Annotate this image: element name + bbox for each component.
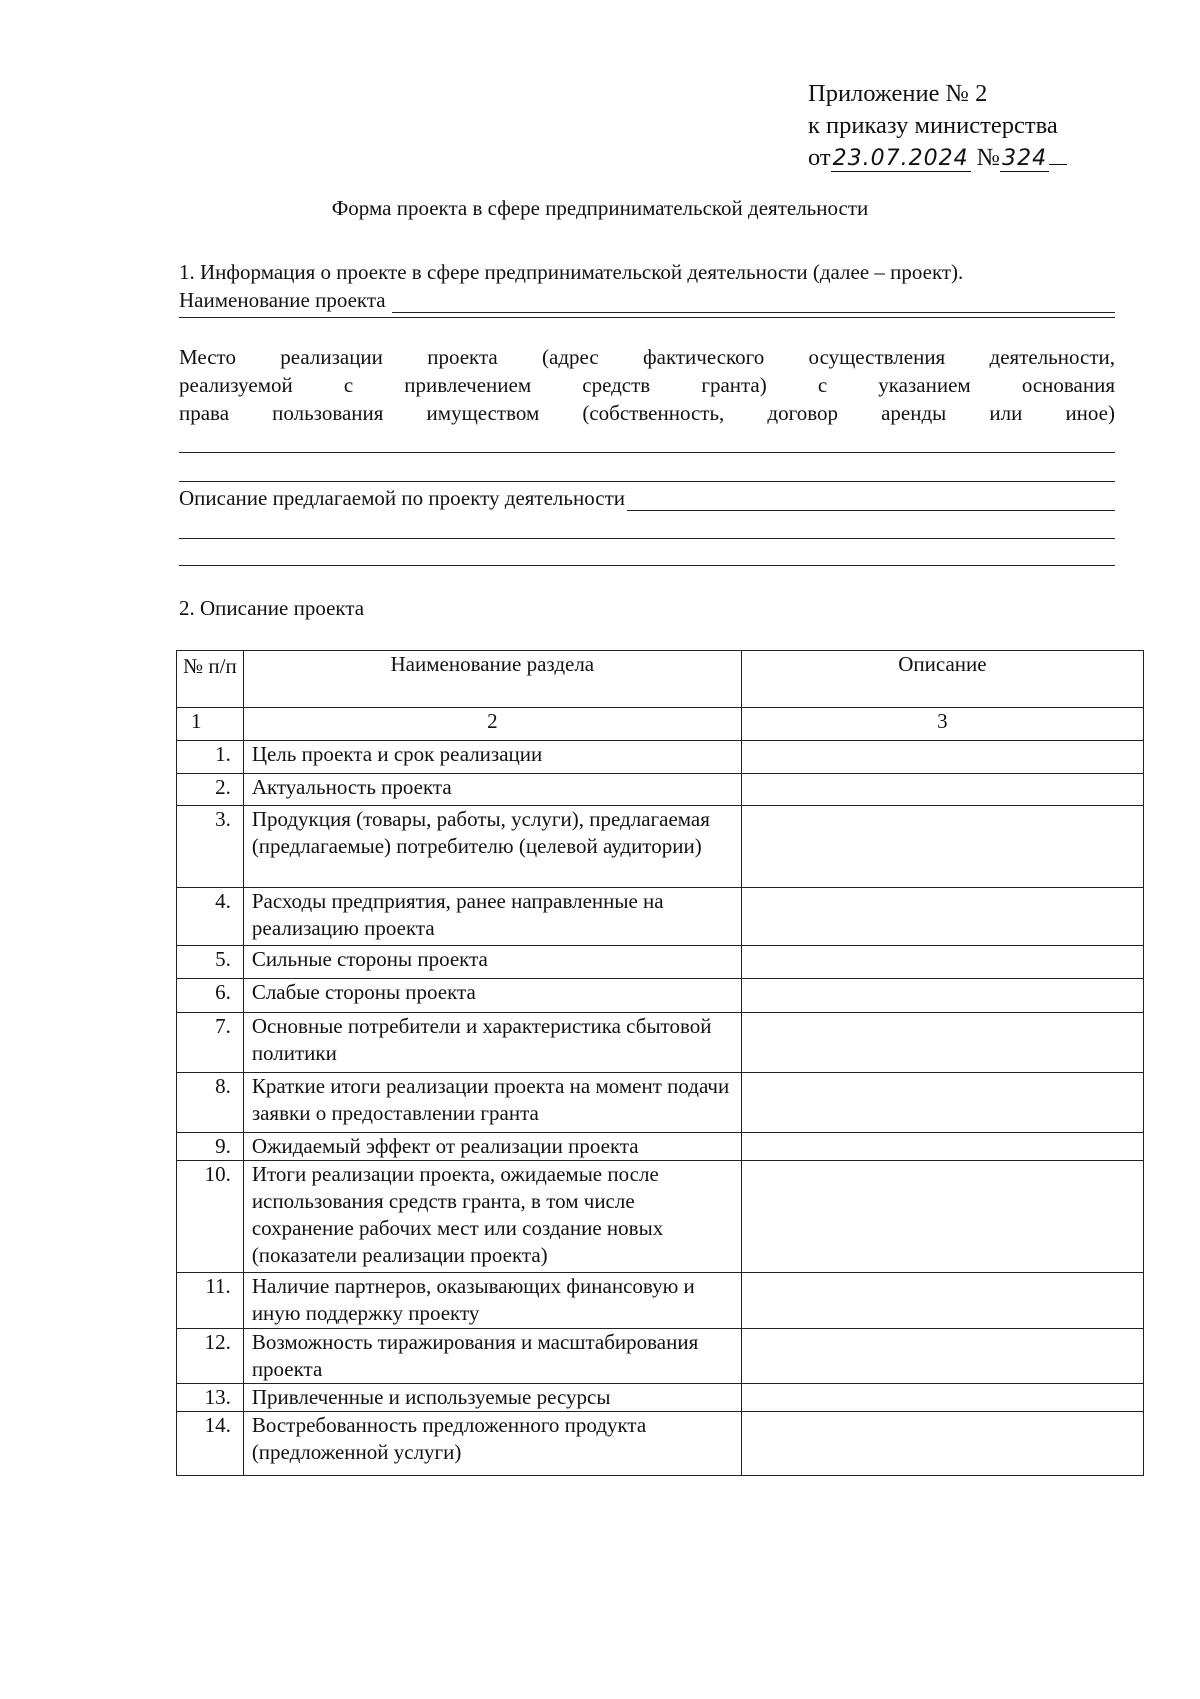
- row-description-cell[interactable]: [741, 946, 1143, 979]
- activity-description-blank[interactable]: [627, 490, 1115, 511]
- header-number: № п/п: [177, 651, 244, 708]
- number-prefix: №: [976, 144, 1001, 171]
- row-number: 12.: [177, 1329, 244, 1384]
- row-section-name: Наличие партнеров, оказывающих финансовую и иную поддержку проекту: [243, 1273, 741, 1329]
- handwritten-date: 23.07.2024: [832, 146, 969, 171]
- table-row: [177, 888, 1144, 946]
- order-reference: к приказу министерства: [808, 112, 1058, 139]
- row-description-cell[interactable]: [741, 1273, 1143, 1329]
- handwritten-number: 324: [1002, 146, 1048, 171]
- table-header-row: [177, 651, 1144, 708]
- place-line-1: Место реализации проекта (адрес фактического осуществления деятельности,: [179, 345, 1115, 369]
- row-section-name: Цель проекта и срок реализации: [243, 741, 741, 774]
- table-row: [177, 774, 1144, 806]
- row-number: 10.: [177, 1161, 244, 1273]
- row-section-name: Возможность тиражирования и масштабирования проекта: [243, 1329, 741, 1384]
- table-row: [177, 1133, 1144, 1161]
- row-description-cell[interactable]: [741, 1329, 1143, 1384]
- project-name-blank[interactable]: [392, 292, 1115, 313]
- project-description-table: [176, 650, 1144, 1476]
- table-row: [177, 1412, 1144, 1476]
- row-description-cell[interactable]: [741, 1133, 1143, 1161]
- project-place-text: [179, 343, 1115, 427]
- section2-title: 2. Описание проекта: [179, 596, 365, 620]
- blank-line[interactable]: [179, 565, 1115, 566]
- row-section-name: Ожидаемый эффект от реализации проекта: [243, 1133, 741, 1161]
- column-number: 1: [177, 708, 244, 741]
- row-section-name: Краткие итоги реализации проекта на момент подачи заявки о предоставлении гранта: [243, 1073, 741, 1133]
- row-number: 8.: [177, 1073, 244, 1133]
- row-description-cell[interactable]: [741, 1161, 1143, 1273]
- appendix-number: Приложение № 2: [808, 80, 988, 107]
- table-row: [177, 946, 1144, 979]
- order-date-line: [808, 142, 1067, 175]
- activity-description-label: Описание предлагаемой по проекту деятельности: [179, 486, 625, 510]
- row-section-name: Расходы предприятия, ранее направленные на реализацию проекта: [243, 888, 741, 946]
- row-section-name: Продукция (товары, работы, услуги), предлагаемая (предлагаемые) потребителю (целевой аудитории): [243, 806, 741, 888]
- row-description-cell[interactable]: [741, 1384, 1143, 1412]
- row-description-cell[interactable]: [741, 1073, 1143, 1133]
- blank-line[interactable]: [179, 481, 1115, 482]
- row-section-name: Привлеченные и используемые ресурсы: [243, 1384, 741, 1412]
- row-description-cell[interactable]: [741, 888, 1143, 946]
- row-section-name: Актуальность проекта: [243, 774, 741, 806]
- blank-line[interactable]: [179, 317, 1115, 318]
- row-section-name: Востребованность предложенного продукта (предложенной услуги): [243, 1412, 741, 1476]
- table-row: [177, 1013, 1144, 1073]
- column-number: 2: [243, 708, 741, 741]
- number-underline: [1049, 142, 1067, 165]
- row-number: 5.: [177, 946, 244, 979]
- table-row: [177, 1073, 1144, 1133]
- row-number: 14.: [177, 1412, 244, 1476]
- project-name-field: [179, 288, 1115, 313]
- header-section-name: Наименование раздела: [243, 651, 741, 708]
- appendix-block: [808, 78, 1067, 175]
- row-description-cell[interactable]: [741, 774, 1143, 806]
- row-number: 4.: [177, 888, 244, 946]
- row-number: 3.: [177, 806, 244, 888]
- project-name-label: Наименование проекта: [179, 288, 386, 312]
- row-number: 2.: [177, 774, 244, 806]
- section1-title: 1. Информация о проекте в сфере предпринимательской деятельности (далее – проект).: [179, 260, 964, 284]
- row-description-cell[interactable]: [741, 1412, 1143, 1476]
- row-section-name: Основные потребители и характеристика сбытовой политики: [243, 1013, 741, 1073]
- row-section-name: Слабые стороны проекта: [243, 979, 741, 1013]
- date-prefix: от: [808, 144, 831, 171]
- table-row: [177, 979, 1144, 1013]
- table-row: [177, 806, 1144, 888]
- row-description-cell[interactable]: [741, 806, 1143, 888]
- row-description-cell[interactable]: [741, 741, 1143, 774]
- row-number: 1.: [177, 741, 244, 774]
- table-row: [177, 741, 1144, 774]
- row-number: 7.: [177, 1013, 244, 1073]
- place-line-2: реализуемой с привлечением средств гранта) с указанием основания: [179, 373, 1115, 397]
- row-number: 13.: [177, 1384, 244, 1412]
- blank-line[interactable]: [179, 452, 1115, 453]
- table-row: [177, 1329, 1144, 1384]
- blank-line[interactable]: [179, 538, 1115, 539]
- row-section-name: Итоги реализации проекта, ожидаемые после использования средств гранта, в том числе сохранение рабочих мест или создание новых (показатели реализации проекта): [243, 1161, 741, 1273]
- header-description: Описание: [741, 651, 1143, 708]
- row-description-cell[interactable]: [741, 1013, 1143, 1073]
- row-number: 9.: [177, 1133, 244, 1161]
- column-number-row: [177, 708, 1144, 741]
- row-description-cell[interactable]: [741, 979, 1143, 1013]
- table-row: [177, 1273, 1144, 1329]
- row-number: 11.: [177, 1273, 244, 1329]
- table-row: [177, 1384, 1144, 1412]
- row-number: 6.: [177, 979, 244, 1013]
- form-title: Форма проекта в сфере предпринимательской деятельности: [331, 196, 869, 220]
- table-row: [177, 1161, 1144, 1273]
- column-number: 3: [741, 708, 1143, 741]
- activity-description-field: [179, 486, 1115, 511]
- place-line-3: права пользования имуществом (собственность, договор аренды или иное): [179, 401, 1115, 425]
- row-section-name: Сильные стороны проекта: [243, 946, 741, 979]
